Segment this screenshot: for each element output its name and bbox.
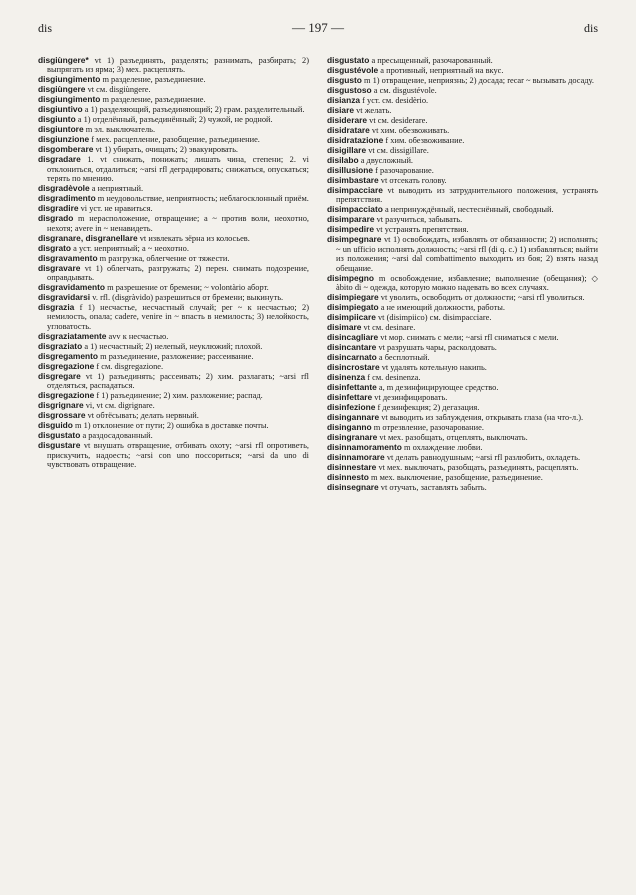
entry-definition: vt хим. обезвоживать.	[371, 126, 450, 135]
dictionary-entry	[327, 215, 598, 224]
entry-definition: vt желать.	[356, 106, 392, 115]
entry-headword: disimpiegare	[327, 292, 379, 303]
dictionary-entry	[38, 372, 309, 391]
dictionary-entry	[327, 106, 598, 115]
entry-headword: disincarnato	[327, 352, 377, 363]
dictionary-entry	[327, 126, 598, 135]
entry-headword: disgiùngere*	[38, 56, 89, 65]
entry-definition: vt обтёсывать; делать нервный.	[87, 411, 199, 421]
dictionary-entry	[38, 56, 309, 75]
entry-headword: disinnamoramento	[327, 442, 402, 453]
entry-definition: vt см. desinare.	[363, 323, 416, 333]
entry-definition: vt см. disgiùngere.	[87, 85, 151, 95]
entry-definition: vt отсекать голову.	[380, 176, 447, 185]
entry-definition: m мех. выключение, разобщение, разъединение.	[370, 473, 543, 483]
dictionary-entry	[327, 56, 598, 65]
entry-headword: disgiunto	[38, 114, 76, 125]
entry-headword: disiderare	[327, 115, 368, 125]
entry-definition: vt мор. снимать с мели; ~arsi rfl сниматься с мели.	[380, 333, 559, 343]
entry-definition: f уст. см. desidèrio.	[362, 96, 429, 105]
entry-definition: a бесплотный.	[378, 353, 430, 363]
entry-definition: vt 1) облегчать, разгружать; 2) перен. снимать подозрение, оправдывать.	[47, 263, 309, 283]
dictionary-entry	[327, 205, 598, 214]
dictionary-entry	[327, 393, 598, 402]
entry-definition: a пресыщенный, разочарованный.	[371, 56, 493, 65]
entry-headword: disgravidarsi	[38, 292, 91, 303]
entry-definition: vt делать равнодушным; ~arsi rfl разлюбить, охладеть.	[386, 453, 581, 463]
entry-definition: a неприятный.	[91, 184, 144, 194]
entry-headword: disgregare	[38, 370, 81, 381]
entry-definition: f хим. обезвоживание.	[385, 136, 465, 145]
entry-headword: disimpacciato	[327, 204, 383, 215]
entry-headword: disgrossare	[38, 410, 86, 421]
entry-definition: vt удалять котельную накипь.	[381, 363, 487, 373]
entry-definition: a см. disgustévole.	[373, 86, 437, 95]
dictionary-entry	[38, 234, 309, 243]
entry-headword: disgomberare	[38, 144, 94, 155]
entry-headword: disimare	[327, 322, 362, 333]
entry-headword: disgravidamento	[38, 282, 106, 293]
entry-definition: vt устранять препятствия.	[376, 225, 469, 235]
entry-headword: disinfettare	[327, 392, 373, 403]
entry-definition: f мех. расцепление, разобщение, разъединение.	[91, 135, 260, 145]
dictionary-entry	[38, 105, 309, 114]
entry-definition: vt выводить из заблуждения, открывать глаза (на что-л.).	[381, 413, 584, 423]
entry-definition: m неудовольствие, неприятность; неблагосклонный приём.	[97, 194, 309, 204]
dictionary-entry	[38, 135, 309, 144]
entry-definition: m разъединение, разложение; рассеивание.	[100, 351, 254, 361]
entry-headword: disgiuntore	[38, 124, 84, 135]
dictionary-entry	[38, 391, 309, 400]
entry-headword: disimpacciare	[327, 185, 383, 195]
entry-definition: a раздосадованный.	[82, 431, 153, 441]
dictionary-entry	[327, 76, 598, 85]
entry-headword: disimpegnare	[327, 234, 382, 245]
dictionary-entry	[327, 463, 598, 472]
dictionary-entry	[38, 362, 309, 371]
dictionary-entry	[327, 235, 598, 273]
entry-headword: disgustévole	[327, 65, 379, 75]
dictionary-entry	[327, 274, 598, 293]
dictionary-entry	[38, 214, 309, 233]
entry-headword: disgusto	[327, 75, 362, 85]
dictionary-entry	[327, 453, 598, 462]
dictionary-entry	[38, 155, 309, 183]
dictionary-entry	[38, 441, 309, 469]
right-guide-word: dis	[583, 21, 598, 35]
entry-definition: vt извлекать зёрна из колосьев.	[139, 233, 250, 243]
dictionary-entry	[38, 145, 309, 154]
entry-headword: disgradèvole	[38, 183, 90, 194]
dictionary-entry	[327, 323, 598, 332]
entry-headword: disinnesto	[327, 472, 369, 483]
dictionary-columns	[38, 56, 598, 869]
dictionary-entry	[327, 176, 598, 185]
entry-definition: vt (disimpiico) см. disimpacciare.	[377, 313, 492, 323]
entry-headword: disgrazia	[38, 302, 75, 313]
entry-definition: f 1) несчастье, несчастный случай; per ~ к несчастью; 2) немилость, опала; cadere, venire in ~ впасть в немилость; 3) нелойкость, угловатость.	[47, 303, 309, 331]
entry-headword: disincantare	[327, 342, 377, 353]
entry-definition: a двусложный.	[360, 156, 414, 165]
dictionary-entry	[38, 204, 309, 213]
entry-headword: disimbastare	[327, 175, 379, 185]
dictionary-entry	[327, 313, 598, 322]
entry-headword: disimpiegato	[327, 302, 379, 313]
dictionary-entry	[327, 86, 598, 95]
entry-definition: m разделение, разъединение.	[102, 95, 206, 105]
entry-definition: m разгрузка, облегчение от тяжести.	[99, 253, 230, 263]
dictionary-entry	[327, 333, 598, 342]
entry-definition: m нерасположение, отвращение; a ~ против воли, неохотно, нехотя; avere in ~ ненавидеть.	[47, 214, 309, 233]
entry-definition: avv к несчастью.	[108, 331, 169, 341]
page-header	[38, 20, 598, 44]
dictionary-entry	[38, 75, 309, 84]
entry-definition: v. rfl. (disgràvido) разрешиться от бремени; выкинуть.	[92, 293, 284, 303]
entry-headword: disimpiicare	[327, 312, 376, 323]
dictionary-entry	[38, 264, 309, 283]
entry-headword: disinganno	[327, 422, 372, 433]
dictionary-entry	[38, 431, 309, 440]
dictionary-entry	[327, 433, 598, 442]
entry-headword: disgustato	[327, 56, 370, 65]
entry-headword: disgraziatamente	[38, 330, 107, 341]
entry-definition: m 1) отвращение, неприязнь; 2) досада; recar ~ вызывать досаду.	[364, 76, 594, 85]
entry-headword: disgranare, disgranellare	[38, 232, 138, 243]
entry-definition: a 1) разделяющий, разъединяющий; 2) грам. разделительный.	[84, 105, 305, 115]
dictionary-entry	[38, 332, 309, 341]
entry-headword: disidratazione	[327, 135, 384, 145]
entry-headword: disilabo	[327, 155, 359, 165]
dictionary-entry	[38, 411, 309, 420]
dictionary-entry	[327, 146, 598, 155]
dictionary-entry	[38, 95, 309, 104]
entry-headword: disgregamento	[38, 350, 99, 361]
dictionary-entry	[327, 353, 598, 362]
entry-headword: disgiunzione	[38, 134, 90, 145]
entry-definition: 1. vt снижать, понижать; лишать чина, степени; 2. vi отклониться, отдалиться; ~arsi rfl деградировать; снижаться, опускаться; терять по мнению.	[47, 155, 309, 184]
entry-definition: f см. disgregazione.	[96, 361, 164, 371]
entry-headword: disigillare	[327, 145, 367, 155]
entry-definition: a непринуждённый, нестеснённый, свободный.	[384, 205, 554, 215]
entry-headword: disimpegno	[327, 272, 374, 283]
entry-definition: a 1) несчастный; 2) нелепый, неуклюжий; плохой.	[84, 341, 263, 351]
dictionary-entry	[327, 136, 598, 145]
entry-headword: disillusione	[327, 165, 374, 175]
dictionary-entry	[327, 116, 598, 125]
entry-definition: a не имеющий должности, работы.	[380, 303, 505, 313]
entry-headword: disgiungimento	[38, 74, 101, 85]
entry-definition: m разрешение от бремени; ~ volontàrio аборт.	[107, 283, 269, 293]
dictionary-entry	[327, 423, 598, 432]
entry-headword: disimpedire	[327, 224, 375, 235]
entry-headword: disgustoso	[327, 85, 372, 95]
dictionary-entry	[327, 225, 598, 234]
dictionary-entry	[38, 401, 309, 410]
dictionary-entry	[327, 156, 598, 165]
entry-definition: vt мех. разобщать, отцеплять, выключать.	[379, 433, 528, 443]
dictionary-entry	[38, 115, 309, 124]
entry-definition: vt см. desiderare.	[369, 116, 428, 125]
entry-definition: vt дезинфицировать.	[374, 393, 448, 403]
dictionary-entry	[38, 184, 309, 193]
dictionary-entry	[327, 363, 598, 372]
dictionary-entry	[327, 166, 598, 175]
dictionary-entry	[327, 96, 598, 105]
entry-headword: disinnamorare	[327, 452, 385, 463]
entry-definition: vt 1) освобождать, избавлять от обязанности; 2) исполнять; ~ un ufficio исполнять должность; ~arsi rfl (di q. c.) 1) избавляться; выйти из положения; ~arsi dal combattimento выходить из боя; 2) взять назад обещание.	[336, 235, 598, 273]
entry-headword: disgregazione	[38, 360, 95, 371]
dictionary-entry	[327, 413, 598, 422]
entry-definition: m разделение, разъединение.	[102, 75, 206, 85]
entry-headword: disianza	[327, 95, 361, 105]
entry-definition: f см. desinenza.	[367, 373, 421, 383]
entry-definition: m отрезвление, разочарование.	[373, 423, 484, 433]
entry-definition: vt 1) убирать, очищать; 2) эвакуировать.	[95, 145, 238, 155]
entry-definition: f дезинфекция; 2) дегазация.	[377, 403, 480, 413]
dictionary-entry	[327, 66, 598, 75]
entry-headword: disgiùngere	[38, 84, 86, 95]
dictionary-entry	[38, 85, 309, 94]
entry-definition: vt внушать отвращение, отбивать охоту; ~arsi rfl опротиветь, прискучить, надоесть; ~arsi con uno поссориться; ~arsi da uno di чувствовать отвращение.	[47, 441, 309, 470]
dictionary-entry	[38, 125, 309, 134]
entry-headword: disgregazione	[38, 390, 95, 401]
dictionary-entry	[327, 293, 598, 302]
dictionary-entry	[327, 343, 598, 352]
dictionary-entry	[327, 403, 598, 412]
entry-headword: disgravare	[38, 262, 81, 273]
dictionary-entry	[38, 421, 309, 430]
entry-definition: vt уволить, освободить от должности; ~arsi rfl уволиться.	[380, 293, 585, 303]
entry-headword: disingranare	[327, 432, 378, 443]
dictionary-entry	[327, 186, 598, 205]
entry-headword: disimparare	[327, 214, 375, 225]
entry-definition: vt см. dissigillare.	[368, 146, 429, 155]
entry-definition: a, m дезинфицирующее средство.	[378, 383, 499, 393]
entry-definition: m охлаждение любви.	[404, 443, 483, 453]
entry-headword: disgradare	[38, 154, 81, 165]
dictionary-entry	[38, 342, 309, 351]
entry-definition: m 1) отклонение от пути; 2) ошибка в доставке почты.	[74, 421, 269, 431]
entry-headword: disgradire	[38, 203, 79, 214]
entry-definition: vi, vt см. digrignare.	[85, 401, 155, 411]
left-column	[38, 56, 309, 869]
entry-definition: f разочарование.	[375, 166, 434, 175]
entry-headword: disinnestare	[327, 462, 377, 473]
dictionary-entry	[38, 352, 309, 361]
dictionary-entry	[327, 383, 598, 392]
entry-definition: vi уст. не нравиться.	[80, 204, 153, 214]
dictionary-entry	[327, 373, 598, 382]
entry-definition: vt выводить из затруднительного положения, устранять препятствия.	[336, 186, 598, 205]
entry-definition: vt отучать, заставлять забыть.	[380, 483, 487, 493]
entry-headword: disinenza	[327, 372, 366, 383]
entry-headword: disgiuntivo	[38, 104, 83, 115]
entry-headword: disiare	[327, 105, 355, 115]
entry-headword: disgradimento	[38, 193, 96, 204]
entry-headword: disgrato	[38, 242, 72, 253]
dictionary-entry	[327, 303, 598, 312]
entry-headword: disinfezione	[327, 402, 376, 413]
entry-headword: disgrignare	[38, 400, 84, 411]
entry-definition: a уст. неприятный; a ~ неохотно.	[73, 243, 189, 253]
dictionary-entry	[38, 293, 309, 302]
dictionary-entry	[38, 244, 309, 253]
entry-definition: m эл. выключатель.	[85, 125, 156, 135]
entry-headword: disinsegnare	[327, 482, 379, 493]
right-column	[327, 56, 598, 869]
dictionary-entry	[327, 483, 598, 492]
dictionary-entry	[38, 254, 309, 263]
entry-headword: disgustato	[38, 430, 81, 441]
entry-headword: disgrado	[38, 213, 74, 224]
entry-headword: disincrostare	[327, 362, 380, 373]
entry-definition: a 1) отделённый, разъединённый; 2) чужой, не родной.	[77, 115, 273, 125]
entry-definition: vt разучиться, забывать.	[376, 215, 463, 225]
entry-definition: m освобождение, избавление; выполнение (обещания); ◇ àbito di ~ одежда, которую можно надевать во всех случаях.	[336, 273, 598, 293]
dictionary-entry	[327, 443, 598, 452]
entry-headword: disinfettante	[327, 382, 377, 393]
left-guide-word: dis	[38, 21, 53, 35]
entry-definition: vt мех. выключать, разобщать, разъединять, расцеплять.	[378, 463, 579, 473]
dictionary-entry	[38, 303, 309, 331]
entry-headword: disingannare	[327, 412, 380, 423]
entry-headword: disidratare	[327, 125, 370, 135]
dictionary-entry	[327, 473, 598, 482]
entry-headword: disguido	[38, 420, 73, 431]
dictionary-entry	[38, 283, 309, 292]
entry-headword: disgraziato	[38, 340, 83, 351]
entry-definition: vt разрушать чары, расколдовать.	[378, 343, 497, 353]
entry-headword: disincagliare	[327, 332, 379, 343]
entry-headword: disgustare	[38, 440, 81, 451]
entry-headword: disgiungimento	[38, 94, 101, 105]
page-number: — 197 —	[292, 20, 344, 35]
entry-definition: f 1) разъединение; 2) хим. разложение; распад.	[96, 391, 263, 401]
entry-headword: disgravamento	[38, 252, 98, 263]
dictionary-entry	[38, 194, 309, 203]
entry-definition: vt 1) разъединять, разделять; разнимать, разбирать; 2) выпрягать из ярма; 3) мех. расцеплять.	[47, 56, 309, 75]
entry-definition: vt 1) разъединять; рассеивать; 2) хим. разлагать; ~arsi rfl отделяться, распадаться.	[47, 371, 309, 391]
entry-definition: a противный, неприятный на вкус.	[380, 66, 504, 75]
